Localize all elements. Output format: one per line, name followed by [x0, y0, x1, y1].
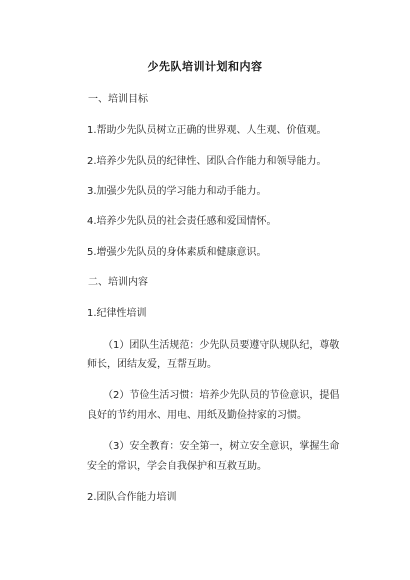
goal-item-1: 1.帮助少先队员树立正确的世界观、人生观、价值观。	[87, 125, 327, 136]
section-heading-goals: 一、培训目标	[88, 94, 148, 105]
paragraph-team-rules-line-2: 师长，团结友爱，互帮互助。	[87, 359, 217, 370]
goal-item-5: 5.增强少先队员的身体素质和健康意识。	[87, 247, 267, 258]
section-heading-content: 二、培训内容	[88, 277, 148, 288]
paragraph-team-rules-line-1: （1）团队生活规范：少先队员要遵守队规队纪，尊敬	[103, 340, 340, 351]
paragraph-frugal-line-2: 良好的节约用水、用电、用纸及勤俭持家的习惯。	[87, 410, 307, 421]
subsection-title-discipline: 1.纪律性培训	[87, 308, 147, 319]
paragraph-safety-line-1: （3）安全教育：安全第一，树立安全意识，掌握生命	[103, 441, 340, 452]
paragraph-safety-line-2: 安全的常识，学会自我保护和互救互助。	[87, 461, 267, 472]
paragraph-frugal-line-1: （2）节俭生活习惯：培养少先队员的节俭意识，提倡	[103, 390, 340, 401]
document-title: 少先队培训计划和内容	[147, 60, 263, 73]
subsection-title-teamwork: 2.团队合作能力培训	[87, 492, 177, 503]
goal-item-3: 3.加强少先队员的学习能力和动手能力。	[87, 186, 267, 197]
goal-item-2: 2.培养少先队员的纪律性、团队合作能力和领导能力。	[87, 156, 327, 167]
goal-item-4: 4.培养少先队员的社会责任感和爱国情怀。	[87, 216, 277, 227]
